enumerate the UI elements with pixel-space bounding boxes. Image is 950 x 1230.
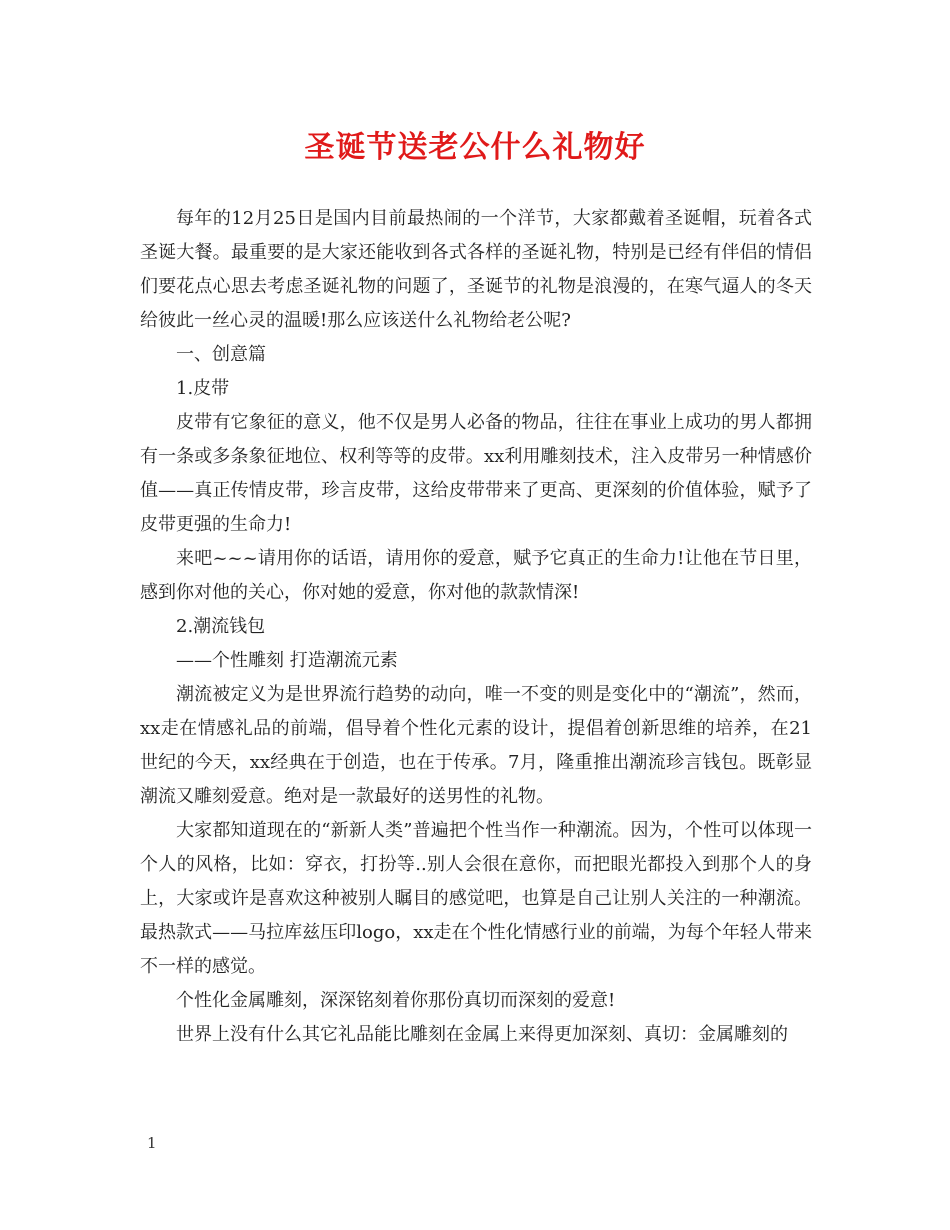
paragraph-belt-invitation: 来吧~~~请用你的话语，请用你的爱意，赋予它真正的生命力!让他在节日里，感到你对他的关心，你对她的爱意，你对他的款款情深!	[140, 548, 812, 603]
paragraph-intro: 每年的12月25日是国内目前最热闹的一个洋节，大家都戴着圣诞帽，玩着各式圣诞大餐。最重要的是大家还能收到各式各样的圣诞礼物，特别是已经有伴侣的情侣们要花点心思去考虑圣诞礼物的问题了，圣诞节的礼物是浪漫的，在寒气逼人的冬天给彼此一丝心灵的温暖!那么应该送什么礼物给老公呢?	[140, 208, 812, 331]
paragraph-wallet-individuality: 大家都知道现在的“新新人类”普遍把个性当作一种潮流。因为，个性可以体现一个人的风格，比如：穿衣，打扮等..别人会很在意你，而把眼光都投入到那个人的身上，大家或许是喜欢这种被别人瞩目的感觉吧，也算是自己让别人关注的一种潮流。最热款式——马拉库兹压印logo，xx走在个性化情感行业的前端，为每个年轻人带来不一样的感觉。	[140, 820, 812, 977]
item-heading-wallet: 2.潮流钱包	[176, 616, 266, 637]
paragraph-metal-engraving: 世界上没有什么其它礼品能比雕刻在金属上来得更加深刻、真切：金属雕刻的	[176, 1024, 788, 1045]
item-subheading-wallet: ——个性雕刻 打造潮流元素	[176, 650, 398, 671]
section-heading-creative: 一、创意篇	[176, 344, 266, 365]
page-number: 1	[147, 1134, 157, 1152]
item-heading-belt: 1.皮带	[176, 378, 230, 399]
paragraph-wallet-trend: 潮流被定义为是世界流行趋势的动向，唯一不变的则是变化中的“潮流”，然而，xx走在情感礼品的前端，倡导着个性化元素的设计，提倡着创新思维的培养，在21世纪的今天，xx经典在于创造，也在于传承。7月，隆重推出潮流珍言钱包。既彰显潮流又雕刻爱意。绝对是一款最好的送男性的礼物。	[140, 684, 812, 807]
paragraph-belt-description: 皮带有它象征的意义，他不仅是男人必备的物品，往往在事业上成功的男人都拥有一条或多条象征地位、权利等等的皮带。xx利用雕刻技术，注入皮带另一种情感价值——真正传情皮带，珍言皮带，这给皮带带来了更高、更深刻的价值体验，赋予了皮带更强的生命力!	[140, 412, 812, 535]
page-title: 圣诞节送老公什么礼物好	[304, 130, 646, 165]
document-body	[140, 202, 812, 1052]
paragraph-metal-engraving-tagline: 个性化金属雕刻，深深铭刻着你那份真切而深刻的爱意!	[176, 990, 616, 1011]
